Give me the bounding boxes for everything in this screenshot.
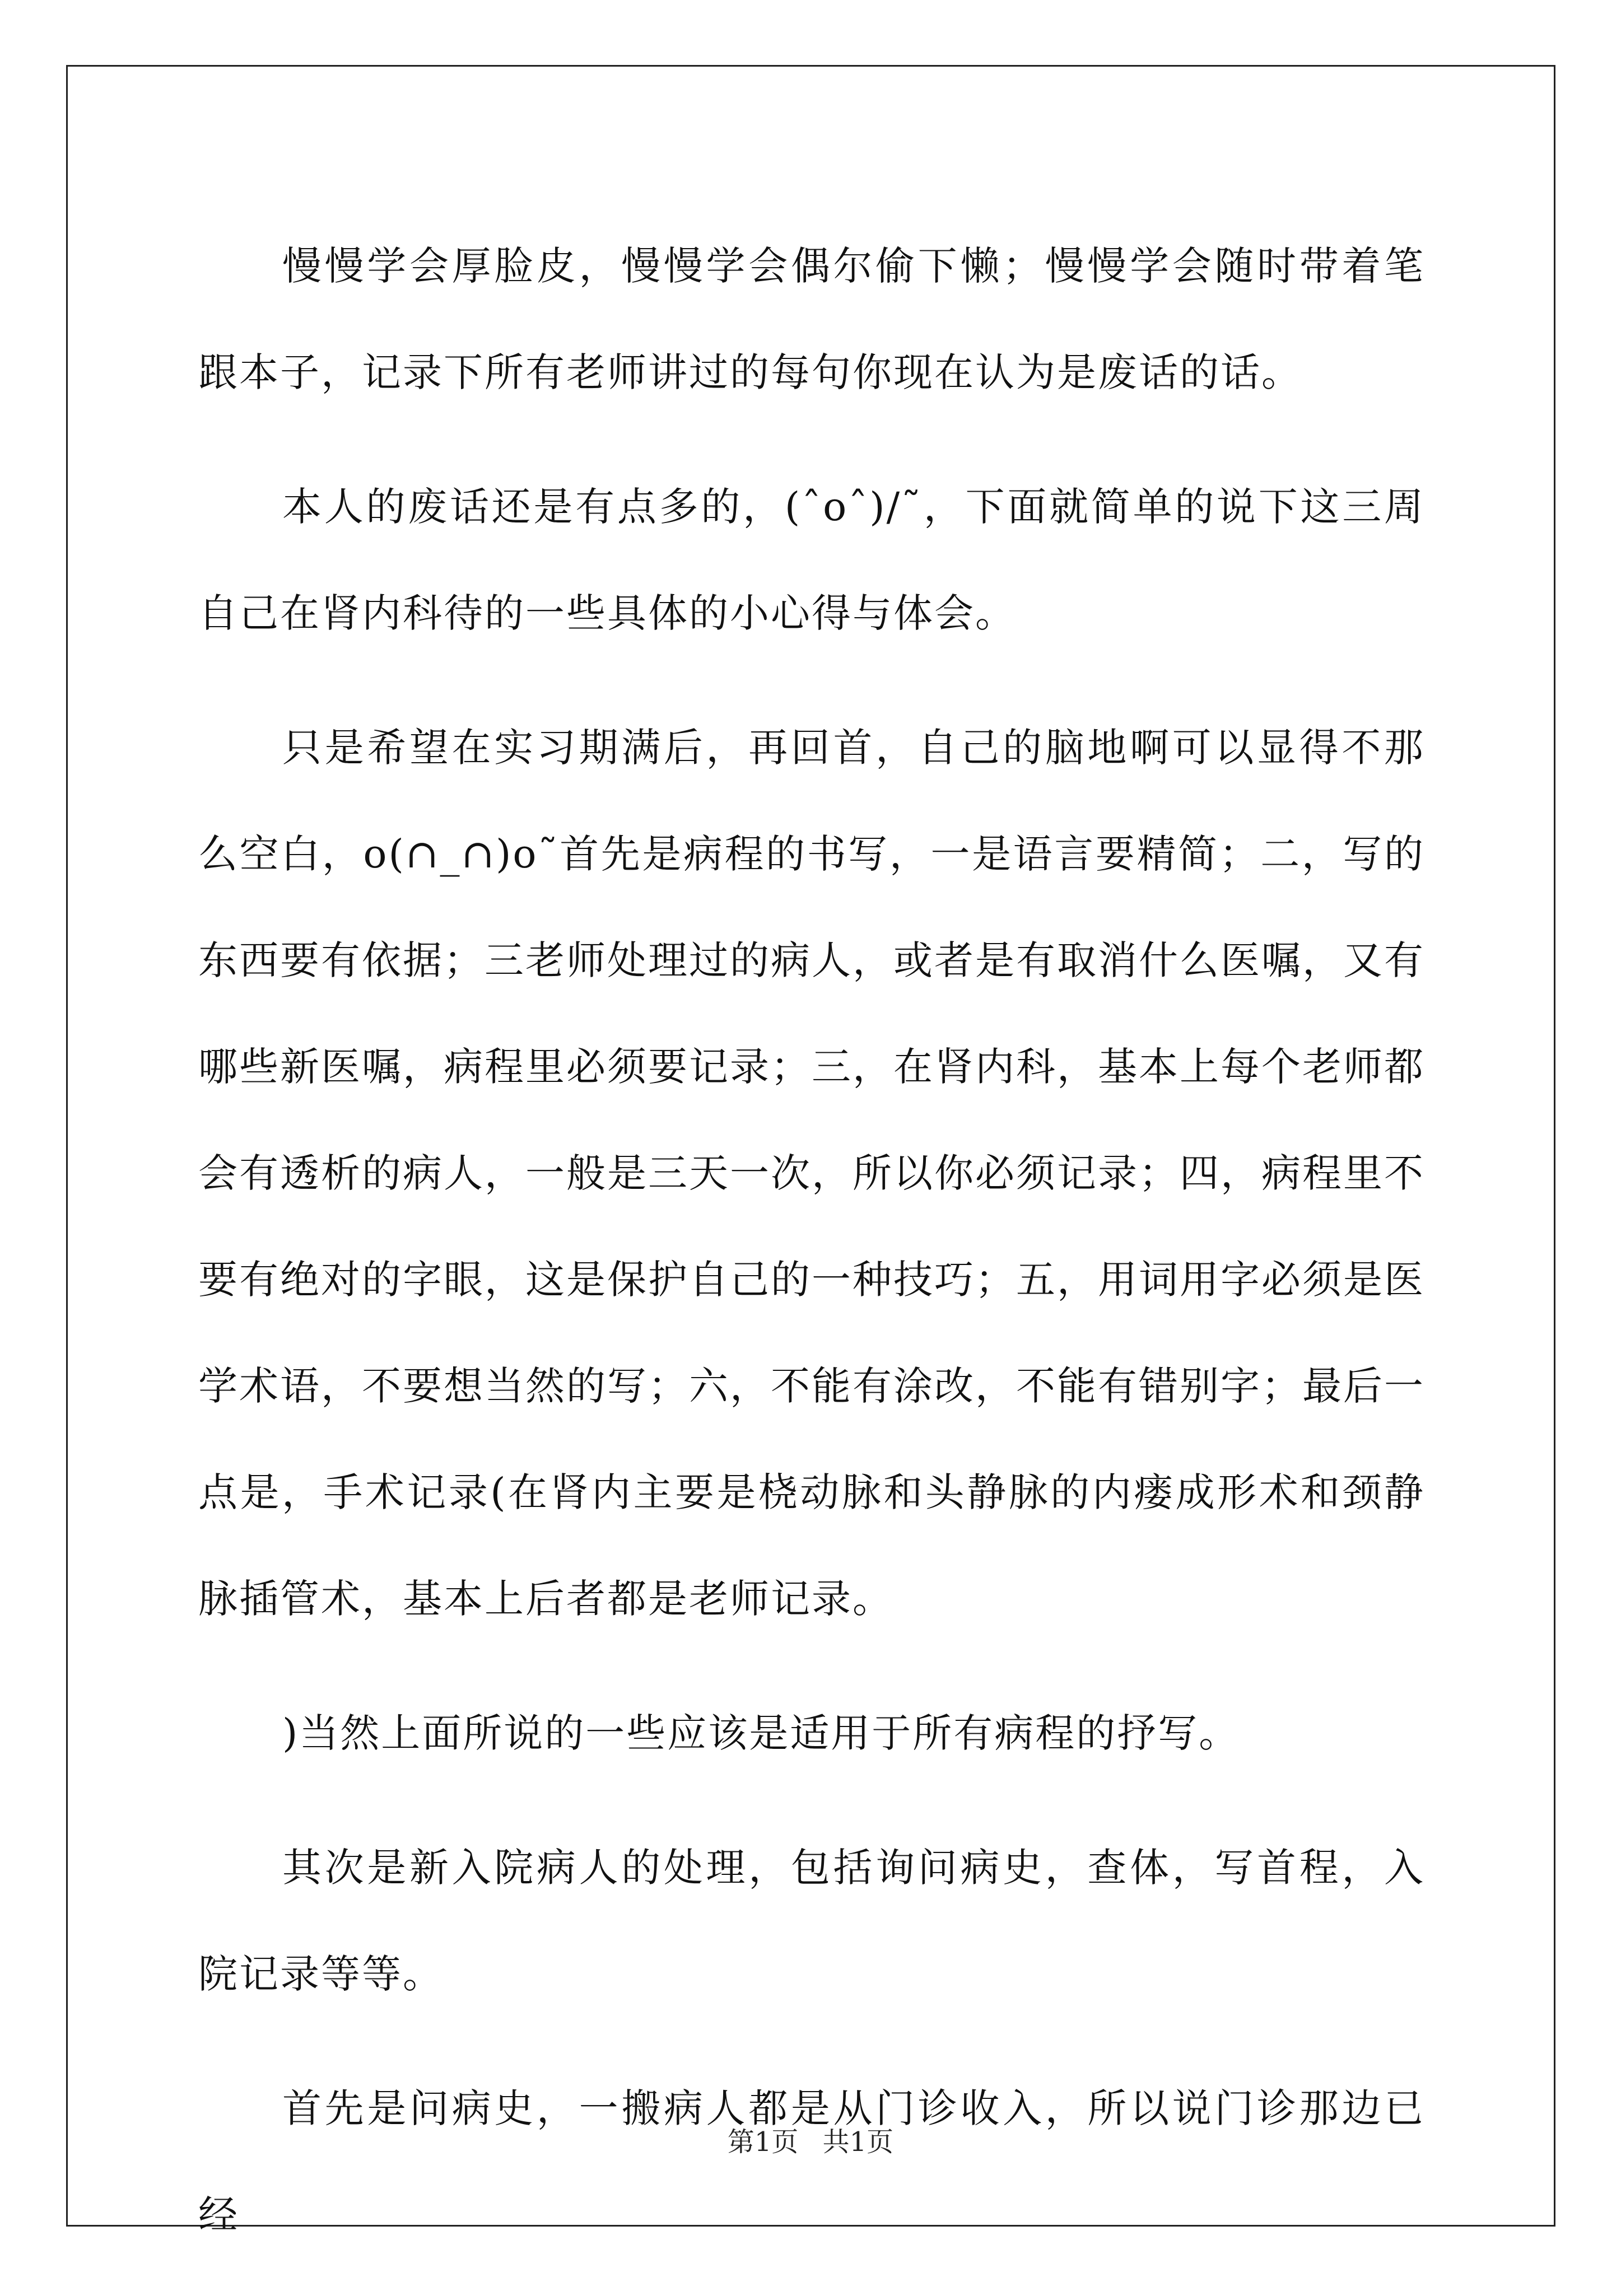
paragraph-4: )当然上面所说的一些应该是适用于所有病程的抒写。 [282, 1710, 1240, 1756]
paragraph-1: 慢慢学会厚脸皮，慢慢学会偶尔偷下懒；慢慢学会随时带着笔跟本子，记录下所有老师讲过的每句你现在认为是废话的话。 [198, 243, 1425, 395]
page-footer [0, 2125, 1621, 2159]
paragraph-2: 本人的废话还是有点多的，(ˆoˆ)/˜，下面就简单的说下这三周自己在肾内科待的一些具体的小心得与体会。 [198, 484, 1425, 636]
paragraph-6: 首先是问病史，一搬病人都是从门诊收入，所以说门诊那边已经 [198, 2085, 1425, 2238]
paragraph-5: 其次是新入院病人的处理，包括询问病史，查体，写首程，入院记录等等。 [198, 1845, 1425, 1997]
paragraph-3: 只是希望在实习期满后，再回首，自己的脑地啊可以显得不那么空白，o(∩_∩)o˜首先是病程的书写，一是语言要精简；二，写的东西要有依据；三老师处理过的病人，或者是有取消什么医嘱，又有哪些新医嘱，病程里必须要记录；三，在肾内科，基本上每个老师都会有透析的病人，一般是三天一次，所以你必须记录；四，病程里不要有绝对的字眼，这是保护自己的一种技巧；五，用词用字必须是医学术语，不要想当然的写；六，不能有涂改，不能有错别字；最后一点是，手术记录(在肾内主要是桡动脉和头静脉的内瘘成形术和颈静脉插管术，基本上后者都是老师记录。 [198, 725, 1425, 1622]
page-number: 第1页 [727, 2126, 799, 2158]
document-body [198, 213, 1425, 2296]
page-total: 共1页 [822, 2126, 894, 2158]
